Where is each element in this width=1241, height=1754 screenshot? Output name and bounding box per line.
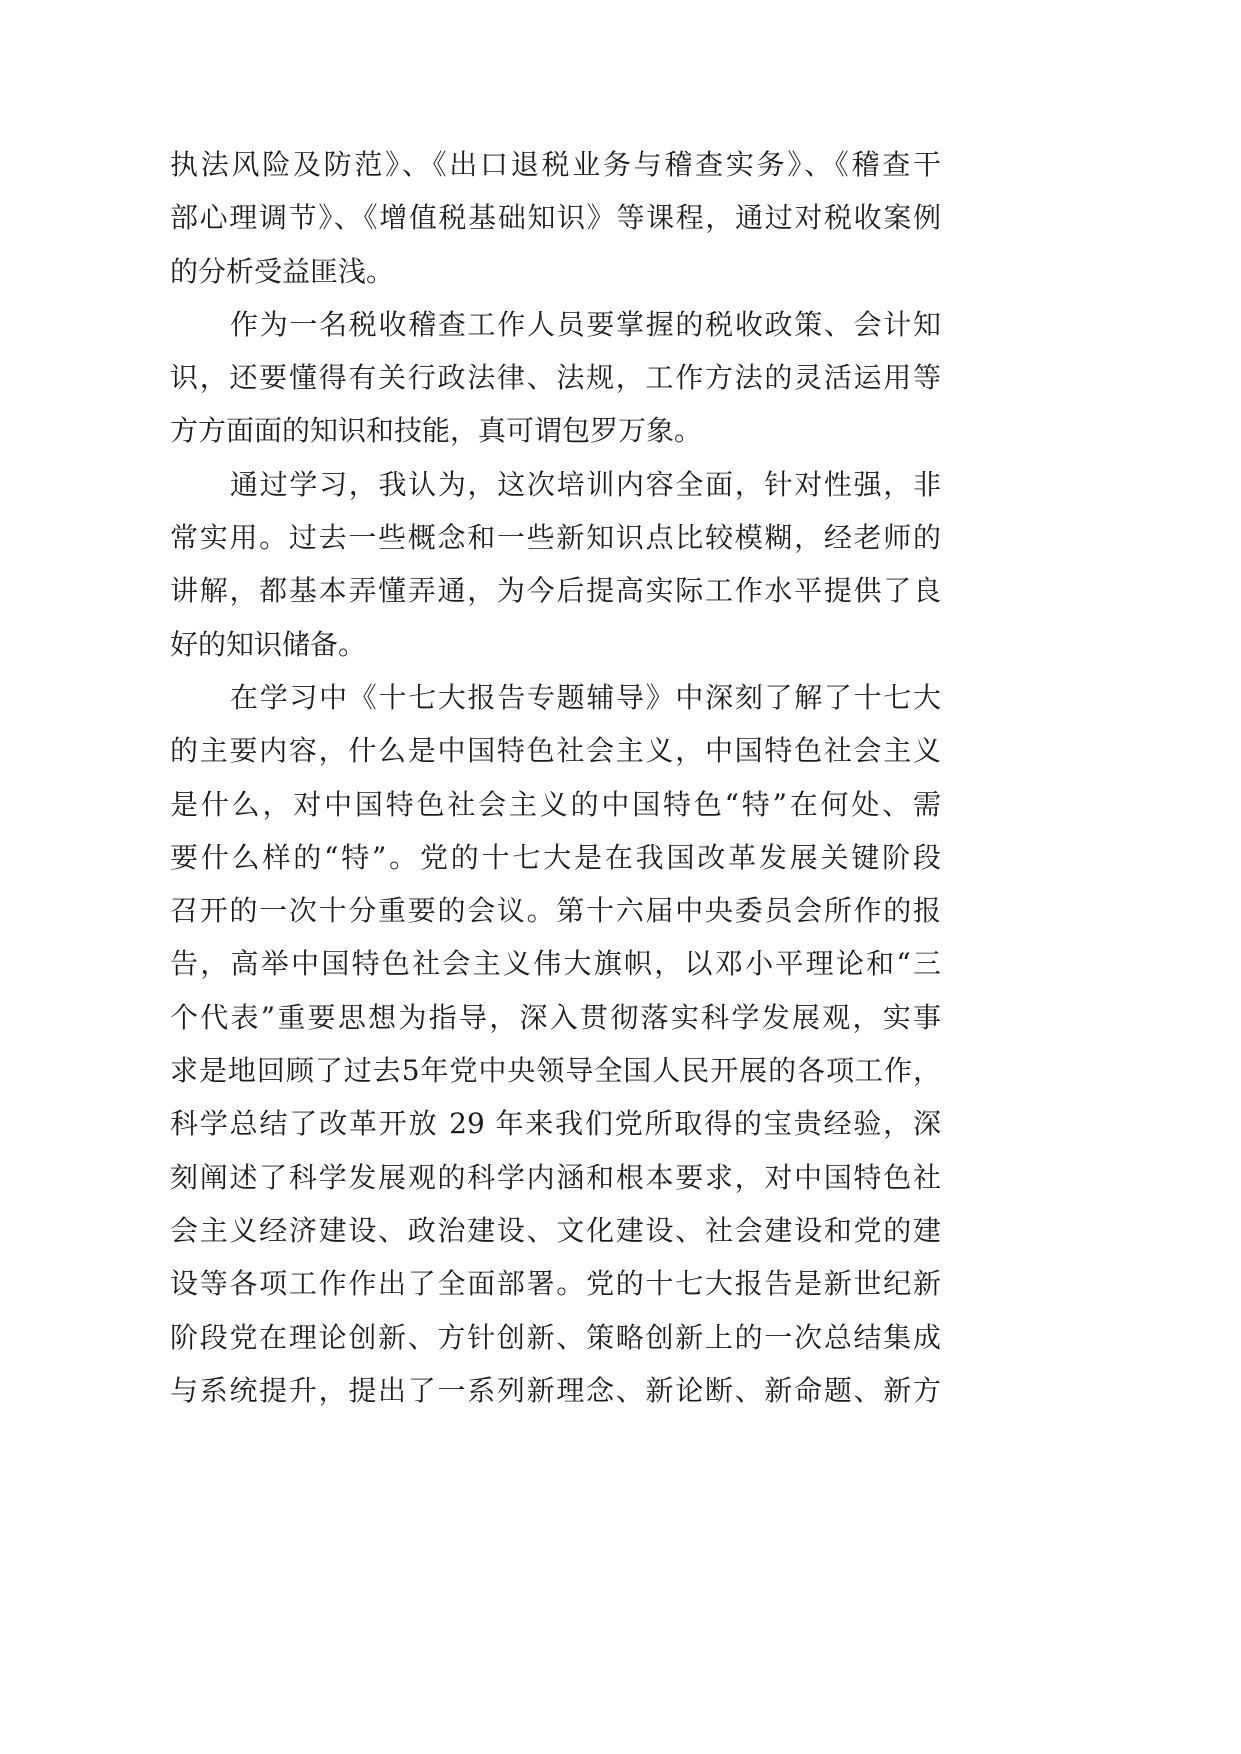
text-line: 设等各项工作作出了全面部署。党的十七大报告是新世纪新 bbox=[170, 1267, 941, 1301]
text-line: 执法风险及防范》、《出口退税业务与稽查实务》、《稽查干 bbox=[170, 148, 941, 181]
text-line: 召开的一次十分重要的会议。第十六届中央委员会所作的报 bbox=[170, 894, 941, 928]
text-line: 个代表”重要思想为指导，深入贯彻落实科学发展观，实事 bbox=[170, 1000, 941, 1034]
text-line: 会主义经济建设、政治建设、文化建设、社会建设和党的建 bbox=[170, 1213, 941, 1247]
text-line: 阶段党在理论创新、方针创新、策略创新上的一次总结集成 bbox=[170, 1320, 941, 1354]
text-line: 作为一名税收稽查工作人员要掌握的税收政策、会计知 bbox=[230, 307, 941, 341]
text-line: 求是地回顾了过去5年党中央领导全国人民开展的各项工作， bbox=[170, 1054, 941, 1088]
paragraph bbox=[170, 298, 941, 458]
text-line: 好的知识储备。 bbox=[170, 627, 367, 661]
document-body bbox=[170, 138, 941, 1417]
text-line: 与系统提升，提出了一系列新理念、新论断、新命题、新方 bbox=[170, 1373, 941, 1407]
paragraph bbox=[170, 458, 941, 671]
text-line: 科学总结了改革开放 29 年来我们党所取得的宝贵经验，深 bbox=[170, 1107, 941, 1141]
text-line: 的分析受益匪浅。 bbox=[170, 254, 395, 288]
paragraph bbox=[170, 138, 941, 298]
text-line: 的主要内容，什么是中国特色社会主义，中国特色社会主义 bbox=[170, 734, 941, 768]
text-line: 在学习中《十七大报告专题辅导》中深刻了解了十七大 bbox=[230, 680, 941, 714]
text-line: 讲解，都基本弄懂弄通，为今后提高实际工作水平提供了良 bbox=[170, 574, 941, 608]
text-line: 刻阐述了科学发展观的科学内涵和根本要求，对中国特色社 bbox=[170, 1160, 941, 1194]
text-line: 是什么，对中国特色社会主义的中国特色“特”在何处、需 bbox=[170, 787, 941, 821]
paragraph bbox=[170, 671, 941, 1417]
text-line: 识，还要懂得有关行政法律、法规，工作方法的灵活运用等 bbox=[170, 361, 941, 395]
text-line: 部心理调节》、《增值税基础知识》等课程，通过对税收案例 bbox=[170, 201, 941, 235]
text-line: 要什么样的“特”。党的十七大是在我国改革发展关键阶段 bbox=[170, 840, 941, 874]
text-line: 通过学习，我认为，这次培训内容全面，针对性强，非 bbox=[230, 467, 941, 501]
text-line: 方方面面的知识和技能，真可谓包罗万象。 bbox=[170, 414, 703, 448]
text-line: 常实用。过去一些概念和一些新知识点比较模糊，经老师的 bbox=[170, 521, 941, 555]
text-line: 告，高举中国特色社会主义伟大旗帜，以邓小平理论和“三 bbox=[170, 947, 941, 981]
